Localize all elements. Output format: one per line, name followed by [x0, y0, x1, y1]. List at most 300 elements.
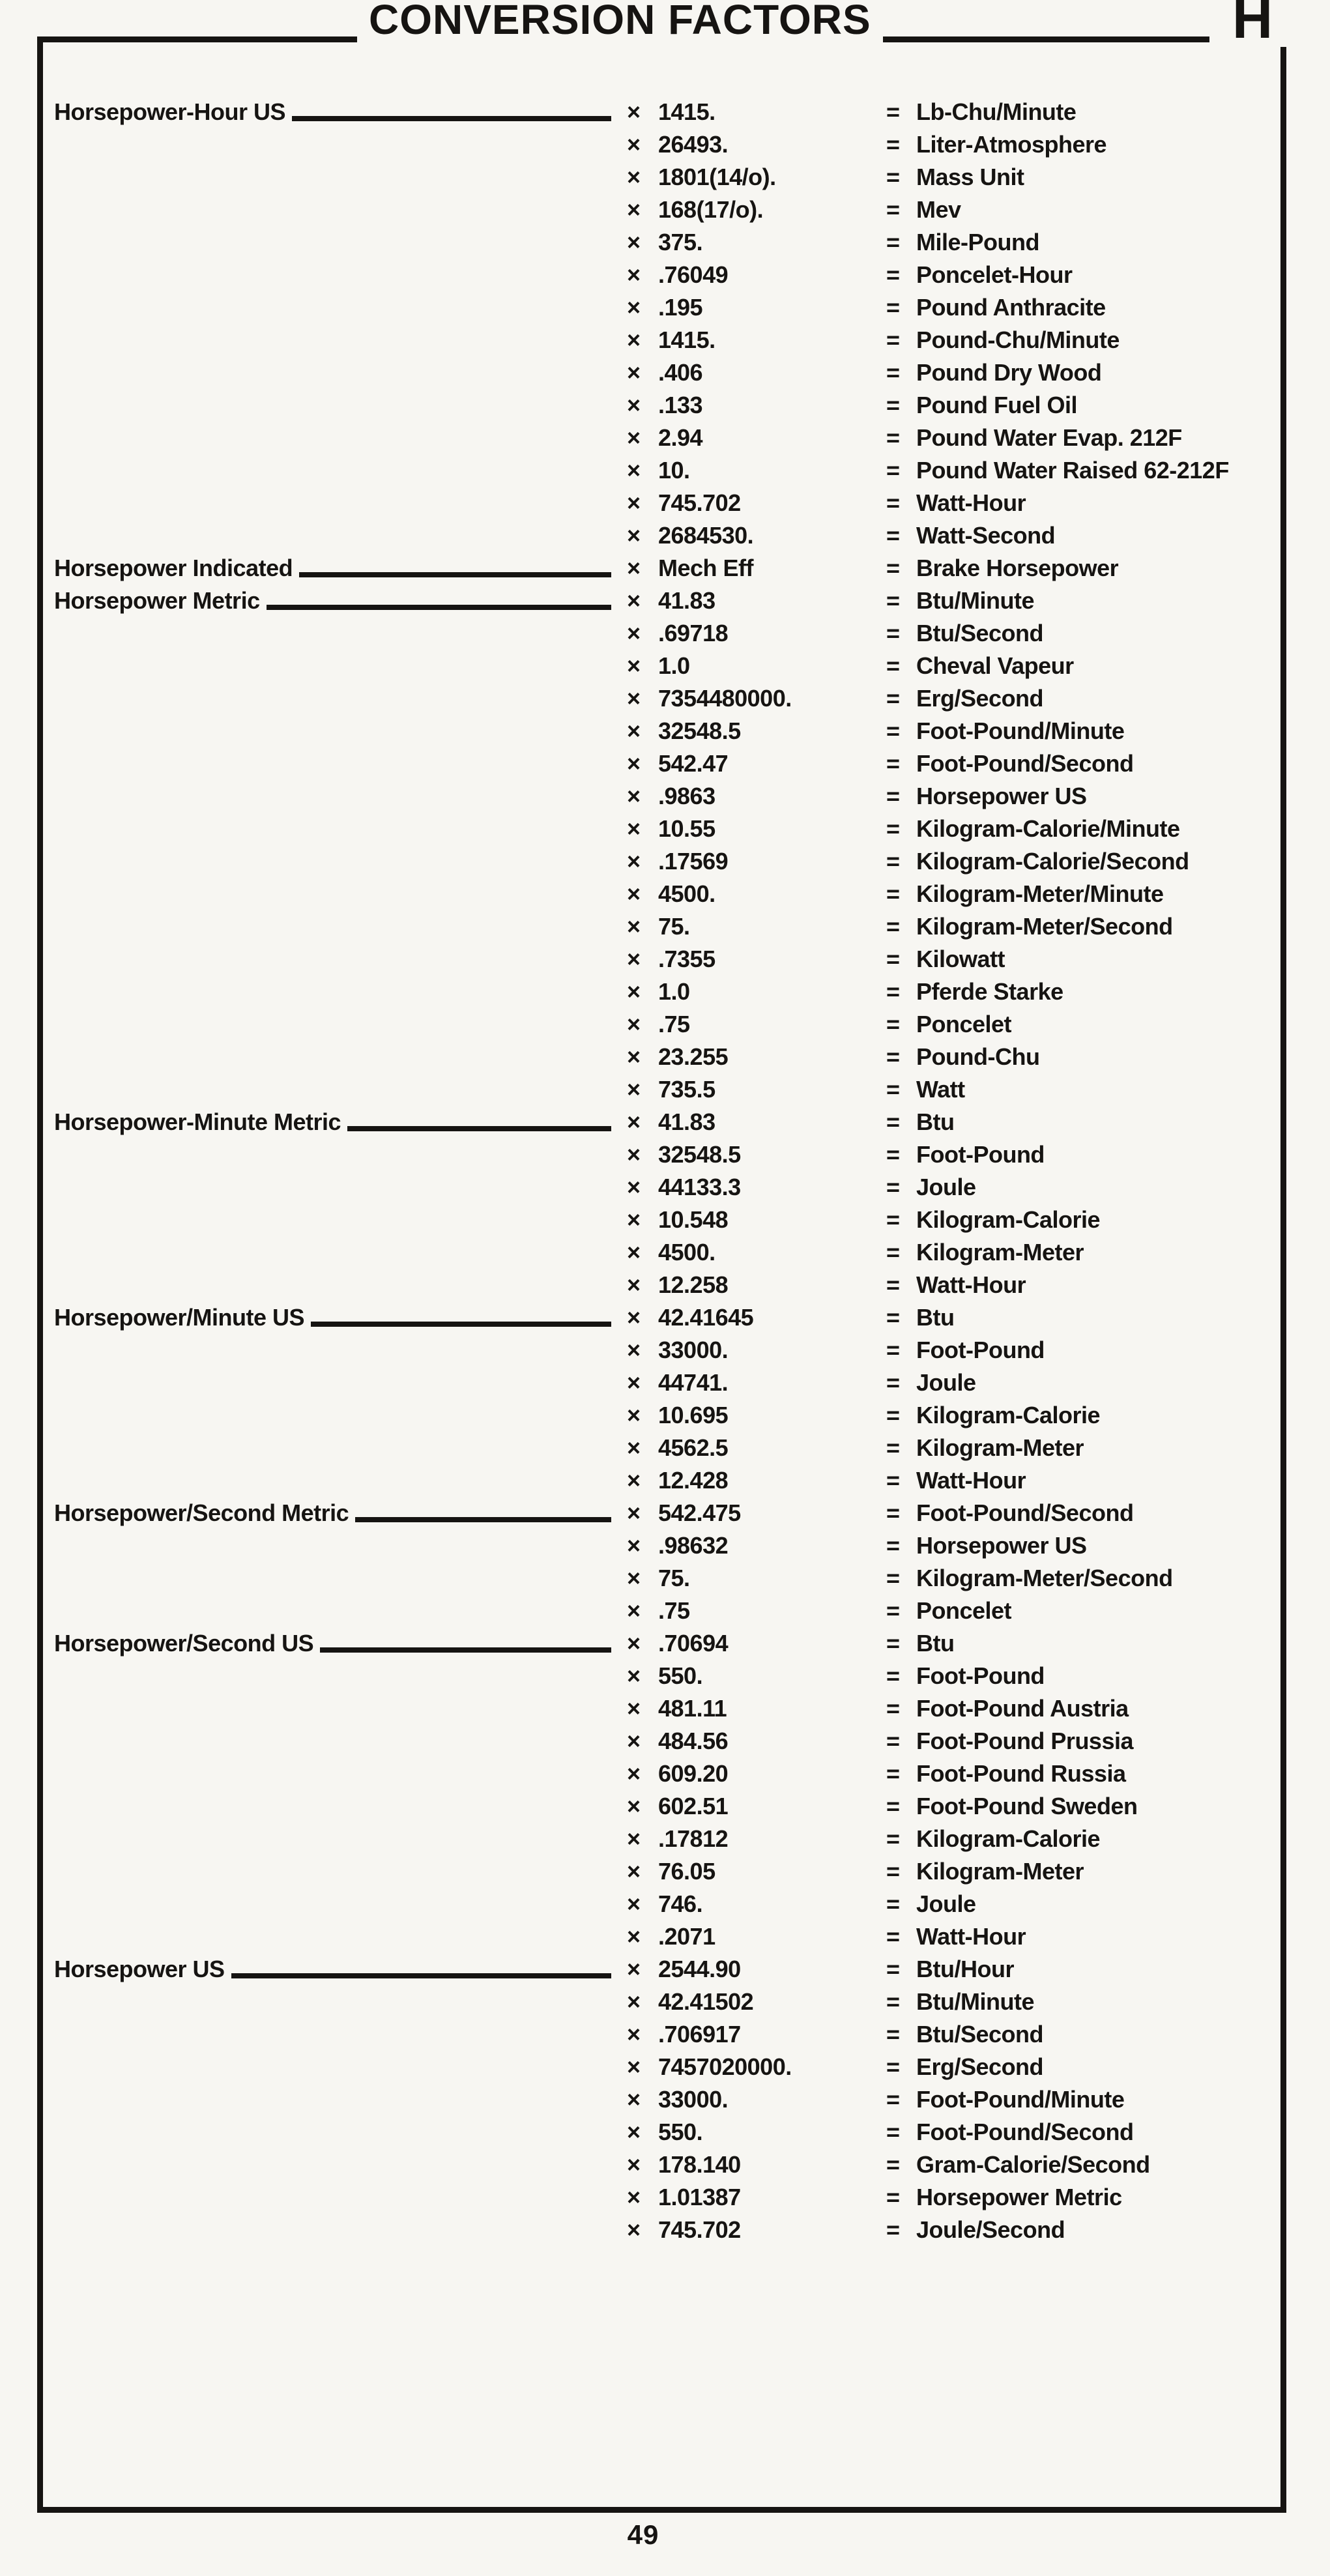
multiply-sign: ×	[627, 1011, 641, 1037]
factor-cell	[627, 845, 886, 878]
factor-value: 481.11	[658, 1695, 727, 1722]
factor-cell	[627, 356, 886, 389]
result-unit: Kilogram-Calorie/Minute	[916, 815, 1180, 842]
result-cell	[886, 2083, 1253, 2116]
factor-cell	[627, 1790, 886, 1823]
source-unit-cell	[54, 1236, 627, 1269]
leader-line	[61, 1986, 611, 2011]
factor-value: 1415.	[658, 326, 716, 353]
leader-line	[61, 910, 611, 936]
factor-value: 2684530.	[658, 522, 754, 549]
multiply-sign: ×	[627, 1662, 641, 1689]
factor-cell	[627, 1595, 886, 1627]
multiply-sign: ×	[627, 1108, 641, 1135]
multiply-sign: ×	[627, 98, 641, 125]
leader-line	[61, 1041, 611, 1066]
factor-value: 1415.	[658, 98, 716, 125]
equals-sign: =	[886, 424, 900, 451]
factor-cell	[627, 1041, 886, 1073]
factor-value: 4500.	[658, 880, 716, 907]
equals-sign: =	[886, 229, 900, 255]
result-cell	[886, 878, 1253, 910]
multiply-sign: ×	[627, 1369, 641, 1396]
source-unit-cell	[54, 1171, 627, 1204]
source-unit-label: Horsepower-Hour US	[54, 98, 286, 125]
table-row	[54, 943, 1253, 976]
leader-line	[61, 1399, 611, 1425]
table-row	[54, 519, 1253, 552]
factor-cell	[627, 715, 886, 747]
factor-cell	[627, 422, 886, 454]
leader-line	[320, 1627, 611, 1653]
table-row	[54, 1041, 1253, 1073]
leader-line	[61, 1073, 611, 1099]
source-unit-cell	[54, 780, 627, 813]
section-letter-tab: H	[1209, 0, 1295, 47]
result-unit: Horsepower Metric	[916, 2184, 1122, 2210]
result-unit: Lb-Chu/Minute	[916, 98, 1077, 125]
result-unit: Kilogram-Calorie	[916, 1825, 1101, 1852]
equals-sign: =	[886, 1108, 900, 1135]
factor-value: Mech Eff	[658, 555, 754, 581]
result-unit: Watt-Second	[916, 522, 1056, 549]
result-cell	[886, 1236, 1253, 1269]
result-unit: Watt	[916, 1076, 965, 1103]
result-unit: Pound Water Evap. 212F	[916, 424, 1182, 451]
table-row	[54, 780, 1253, 813]
multiply-sign: ×	[627, 750, 641, 777]
leader-line	[61, 2051, 611, 2076]
equals-sign: =	[886, 717, 900, 744]
table-row	[54, 585, 1253, 617]
factor-cell	[627, 1301, 886, 1334]
result-cell	[886, 1823, 1253, 1855]
result-unit: Pound Fuel Oil	[916, 392, 1077, 418]
result-cell	[886, 519, 1253, 552]
leader-line	[61, 747, 611, 773]
source-unit-cell	[54, 552, 627, 585]
leader-line	[61, 291, 611, 317]
result-cell	[886, 324, 1253, 356]
factor-value: .706917	[658, 2021, 741, 2048]
source-unit-cell	[54, 1986, 627, 2018]
factor-value: .2071	[658, 1923, 716, 1950]
result-unit: Kilogram-Meter/Second	[916, 1565, 1173, 1591]
multiply-sign: ×	[627, 1434, 641, 1461]
result-cell	[886, 2181, 1253, 2214]
factor-value: 1.01387	[658, 2184, 741, 2210]
result-cell	[886, 291, 1253, 324]
equals-sign: =	[886, 392, 900, 418]
leader-line	[61, 1432, 611, 1457]
source-unit-cell	[54, 617, 627, 650]
factor-cell	[627, 128, 886, 161]
factor-value: 7457020000.	[658, 2053, 792, 2080]
leader-line	[61, 682, 611, 708]
table-row	[54, 1432, 1253, 1464]
result-unit: Gram-Calorie/Second	[916, 2151, 1150, 2178]
multiply-sign: ×	[627, 2151, 641, 2178]
leader-line	[61, 1367, 611, 1392]
leader-line	[61, 813, 611, 838]
result-cell	[886, 356, 1253, 389]
multiply-sign: ×	[627, 392, 641, 418]
multiply-sign: ×	[627, 1043, 641, 1070]
table-row	[54, 1138, 1253, 1171]
result-unit: Poncelet	[916, 1597, 1012, 1624]
factor-cell	[627, 194, 886, 226]
result-unit: Kilowatt	[916, 946, 1005, 972]
result-cell	[886, 1692, 1253, 1725]
equals-sign: =	[886, 2151, 900, 2178]
source-unit-cell	[54, 2214, 627, 2246]
factor-cell	[627, 1171, 886, 1204]
source-unit-cell	[54, 519, 627, 552]
result-unit: Kilogram-Calorie	[916, 1206, 1101, 1233]
factor-value: 10.695	[658, 1402, 729, 1428]
equals-sign: =	[886, 1206, 900, 1233]
factor-value: .75	[658, 1011, 690, 1037]
equals-sign: =	[886, 815, 900, 842]
source-unit-cell	[54, 1595, 627, 1627]
equals-sign: =	[886, 1467, 900, 1494]
multiply-sign: ×	[627, 620, 641, 646]
factor-value: 550.	[658, 2119, 703, 2145]
table-row	[54, 1920, 1253, 1953]
factor-cell	[627, 1986, 886, 2018]
result-unit: Kilogram-Calorie	[916, 1402, 1101, 1428]
result-unit: Btu/Hour	[916, 1956, 1014, 1982]
result-cell	[886, 96, 1253, 128]
source-unit-cell	[54, 878, 627, 910]
leader-line	[61, 356, 611, 382]
result-cell	[886, 813, 1253, 845]
factor-cell	[627, 1334, 886, 1367]
equals-sign: =	[886, 1337, 900, 1363]
result-cell	[886, 389, 1253, 422]
equals-sign: =	[886, 1956, 900, 1982]
table-row	[54, 2181, 1253, 2214]
factor-cell	[627, 617, 886, 650]
result-cell	[886, 747, 1253, 780]
result-unit: Btu/Minute	[916, 587, 1034, 614]
factor-cell	[627, 2149, 886, 2181]
source-unit-label: Horsepower Indicated	[54, 555, 293, 581]
factor-value: 10.55	[658, 815, 716, 842]
equals-sign: =	[886, 1043, 900, 1070]
multiply-sign: ×	[627, 1793, 641, 1819]
table-row	[54, 747, 1253, 780]
multiply-sign: ×	[627, 457, 641, 484]
source-unit-cell	[54, 1660, 627, 1692]
table-row	[54, 161, 1253, 194]
table-row	[54, 1823, 1253, 1855]
equals-sign: =	[886, 587, 900, 614]
equals-sign: =	[886, 1434, 900, 1461]
source-unit-label: Horsepower Metric	[54, 587, 260, 614]
result-cell	[886, 1758, 1253, 1790]
factor-cell	[627, 910, 886, 943]
result-cell	[886, 1399, 1253, 1432]
source-unit-cell	[54, 845, 627, 878]
factor-cell	[627, 1497, 886, 1529]
result-unit: Watt-Hour	[916, 1923, 1026, 1950]
factor-value: 375.	[658, 229, 703, 255]
factor-cell	[627, 1204, 886, 1236]
multiply-sign: ×	[627, 652, 641, 679]
multiply-sign: ×	[627, 1923, 641, 1950]
table-row	[54, 1758, 1253, 1790]
equals-sign: =	[886, 1369, 900, 1396]
factor-cell	[627, 1758, 886, 1790]
factor-cell	[627, 976, 886, 1008]
result-unit: Foot-Pound Austria	[916, 1695, 1129, 1722]
leader-line	[61, 1790, 611, 1816]
factor-cell	[627, 519, 886, 552]
factor-value: 542.47	[658, 750, 729, 777]
equals-sign: =	[886, 913, 900, 940]
table-row	[54, 1464, 1253, 1497]
source-unit-cell	[54, 2083, 627, 2116]
equals-sign: =	[886, 2021, 900, 2048]
table-row	[54, 1497, 1253, 1529]
source-unit-cell	[54, 1269, 627, 1301]
result-cell	[886, 1008, 1253, 1041]
source-unit-cell	[54, 1692, 627, 1725]
factor-cell	[627, 1464, 886, 1497]
leader-line	[61, 1529, 611, 1555]
equals-sign: =	[886, 783, 900, 809]
multiply-sign: ×	[627, 294, 641, 321]
source-unit-cell	[54, 194, 627, 226]
multiply-sign: ×	[627, 1141, 641, 1168]
source-unit-cell	[54, 96, 627, 128]
table-row	[54, 552, 1253, 585]
result-cell	[886, 910, 1253, 943]
equals-sign: =	[886, 131, 900, 158]
leader-line	[61, 1725, 611, 1750]
result-cell	[886, 2116, 1253, 2149]
result-cell	[886, 1953, 1253, 1986]
source-unit-cell	[54, 1855, 627, 1888]
multiply-sign: ×	[627, 717, 641, 744]
source-unit-cell	[54, 910, 627, 943]
factor-cell	[627, 1073, 886, 1106]
source-unit-cell	[54, 2116, 627, 2149]
factor-cell	[627, 878, 886, 910]
multiply-sign: ×	[627, 2021, 641, 2048]
result-unit: Btu	[916, 1304, 955, 1331]
table-row	[54, 2214, 1253, 2246]
factor-cell	[627, 747, 886, 780]
factor-value: 33000.	[658, 1337, 729, 1363]
multiply-sign: ×	[627, 1760, 641, 1787]
factor-value: 746.	[658, 1890, 703, 1917]
multiply-sign: ×	[627, 848, 641, 875]
leader-line	[61, 715, 611, 740]
multiply-sign: ×	[627, 1304, 641, 1331]
result-cell	[886, 1855, 1253, 1888]
result-cell	[886, 1660, 1253, 1692]
equals-sign: =	[886, 1923, 900, 1950]
table-row	[54, 389, 1253, 422]
table-row	[54, 194, 1253, 226]
result-unit: Joule	[916, 1890, 976, 1917]
factor-value: 735.5	[658, 1076, 716, 1103]
factor-cell	[627, 813, 886, 845]
result-unit: Foot-Pound/Second	[916, 2119, 1134, 2145]
source-unit-cell	[54, 1432, 627, 1464]
multiply-sign: ×	[627, 946, 641, 972]
equals-sign: =	[886, 294, 900, 321]
factor-cell	[627, 2116, 886, 2149]
factor-cell	[627, 1660, 886, 1692]
leader-line	[61, 878, 611, 903]
source-unit-label: Horsepower/Second Metric	[54, 1499, 349, 1526]
result-cell	[886, 1725, 1253, 1758]
factor-cell	[627, 1855, 886, 1888]
table-row	[54, 1595, 1253, 1627]
table-row	[54, 487, 1253, 519]
table-row	[54, 1562, 1253, 1595]
source-unit-cell	[54, 813, 627, 845]
result-unit: Foot-Pound Russia	[916, 1760, 1126, 1787]
table-row	[54, 96, 1253, 128]
leader-line	[61, 422, 611, 447]
equals-sign: =	[886, 2053, 900, 2080]
source-unit-cell	[54, 1367, 627, 1399]
source-unit-cell	[54, 1953, 627, 1986]
equals-sign: =	[886, 1890, 900, 1917]
source-unit-label: Horsepower US	[54, 1956, 225, 1982]
factor-value: 26493.	[658, 131, 729, 158]
leader-line	[61, 1008, 611, 1034]
factor-cell	[627, 1627, 886, 1660]
factor-value: .17812	[658, 1825, 729, 1852]
factor-cell	[627, 650, 886, 682]
table-row	[54, 1236, 1253, 1269]
factor-cell	[627, 1236, 886, 1269]
leader-line	[61, 780, 611, 805]
leader-line	[61, 1855, 611, 1881]
table-row	[54, 1171, 1253, 1204]
table-row	[54, 1725, 1253, 1758]
table-row	[54, 1204, 1253, 1236]
multiply-sign: ×	[627, 2086, 641, 2113]
factor-value: 484.56	[658, 1728, 729, 1754]
factor-cell	[627, 552, 886, 585]
equals-sign: =	[886, 685, 900, 712]
factor-value: 75.	[658, 1565, 690, 1591]
factor-value: 42.41645	[658, 1304, 754, 1331]
table-row	[54, 617, 1253, 650]
leader-line	[61, 487, 611, 512]
factor-value: 75.	[658, 913, 690, 940]
result-unit: Watt-Hour	[916, 1467, 1026, 1494]
factor-value: 41.83	[658, 587, 716, 614]
result-cell	[886, 943, 1253, 976]
equals-sign: =	[886, 98, 900, 125]
result-cell	[886, 161, 1253, 194]
result-unit: Joule/Second	[916, 2216, 1065, 2243]
multiply-sign: ×	[627, 2216, 641, 2243]
leader-line	[61, 1758, 611, 1783]
source-unit-cell	[54, 1301, 627, 1334]
multiply-sign: ×	[627, 164, 641, 190]
equals-sign: =	[886, 652, 900, 679]
table-row	[54, 1692, 1253, 1725]
equals-sign: =	[886, 1662, 900, 1689]
factor-cell	[627, 1953, 886, 1986]
leader-line	[355, 1497, 611, 1522]
table-row	[54, 2018, 1253, 2051]
table-row	[54, 1008, 1253, 1041]
result-cell	[886, 422, 1253, 454]
multiply-sign: ×	[627, 1890, 641, 1917]
equals-sign: =	[886, 1695, 900, 1722]
multiply-sign: ×	[627, 2184, 641, 2210]
source-unit-cell	[54, 2051, 627, 2083]
table-row	[54, 1790, 1253, 1823]
source-unit-cell	[54, 2018, 627, 2051]
result-unit: Kilogram-Meter/Second	[916, 913, 1173, 940]
source-unit-cell	[54, 1334, 627, 1367]
factor-value: 2544.90	[658, 1956, 741, 1982]
result-unit: Joule	[916, 1369, 976, 1396]
multiply-sign: ×	[627, 1271, 641, 1298]
leader-line	[267, 585, 611, 610]
result-cell	[886, 552, 1253, 585]
multiply-sign: ×	[627, 880, 641, 907]
source-unit-cell	[54, 389, 627, 422]
source-unit-cell	[54, 943, 627, 976]
result-unit: Foot-Pound Sweden	[916, 1793, 1138, 1819]
factor-cell	[627, 1823, 886, 1855]
leader-line	[61, 1888, 611, 1913]
source-unit-cell	[54, 356, 627, 389]
table-row	[54, 878, 1253, 910]
factor-cell	[627, 1562, 886, 1595]
factor-cell	[627, 1138, 886, 1171]
source-unit-cell	[54, 1920, 627, 1953]
table-row	[54, 226, 1253, 259]
table-row	[54, 422, 1253, 454]
source-unit-cell	[54, 1138, 627, 1171]
leader-line	[61, 2214, 611, 2239]
result-unit: Pound Dry Wood	[916, 359, 1102, 386]
leader-line	[61, 650, 611, 675]
factor-value: 10.548	[658, 1206, 729, 1233]
source-unit-cell	[54, 1106, 627, 1138]
factor-value: .17569	[658, 848, 729, 875]
factor-value: .133	[658, 392, 703, 418]
leader-line	[61, 2181, 611, 2207]
multiply-sign: ×	[627, 1565, 641, 1591]
result-cell	[886, 1920, 1253, 1953]
factor-cell	[627, 291, 886, 324]
result-unit: Kilogram-Meter	[916, 1858, 1084, 1885]
source-unit-cell	[54, 1562, 627, 1595]
leader-line	[61, 1920, 611, 1946]
leader-line	[61, 1204, 611, 1229]
multiply-sign: ×	[627, 1695, 641, 1722]
leader-line	[61, 259, 611, 284]
equals-sign: =	[886, 880, 900, 907]
result-unit: Foot-Pound	[916, 1141, 1045, 1168]
table-row	[54, 356, 1253, 389]
result-cell	[886, 617, 1253, 650]
source-unit-cell	[54, 291, 627, 324]
